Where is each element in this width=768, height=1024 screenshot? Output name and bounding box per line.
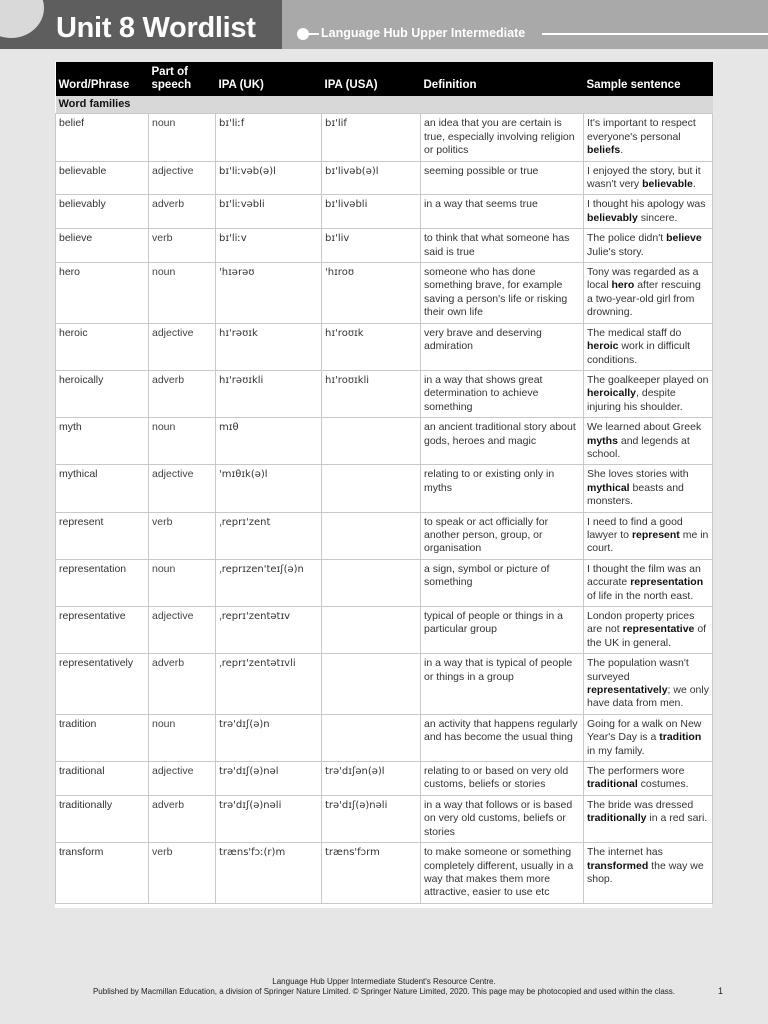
definition-cell: an ancient traditional story about gods, heroes and magic	[421, 418, 584, 465]
sentence-text-end: .	[620, 144, 624, 157]
definition-cell: typical of people or things in a particular group	[421, 607, 584, 654]
table-row	[56, 161, 713, 195]
sentence-text: The medical staff do	[587, 326, 682, 339]
section-row	[56, 96, 713, 114]
word-cell: belief	[56, 114, 149, 161]
sentence-keyword: transformed	[587, 859, 649, 872]
word-cell: believable	[56, 161, 149, 195]
definition-cell: seeming possible or true	[421, 161, 584, 195]
definition-cell: a sign, symbol or picture of something	[421, 559, 584, 606]
word-cell: transform	[56, 843, 149, 904]
sentence-text-end: and legends at school.	[587, 434, 690, 460]
sentence-text: It's important to respect everyone's personal	[587, 117, 696, 143]
table-row	[56, 654, 713, 715]
column-header-word: Word/Phrase	[56, 62, 149, 96]
word-cell: represent	[56, 512, 149, 559]
definition-cell: in a way that seems true	[421, 195, 584, 229]
subtitle-rule-left	[307, 33, 319, 35]
sentence-text-end: me in court.	[587, 528, 709, 555]
table-row	[56, 512, 713, 559]
footer-resource-centre: Language Hub Upper Intermediate Student's Resource Centre.	[272, 977, 496, 986]
ipa-usa-cell: trə'dɪʃ(ə)nəli	[322, 795, 421, 842]
ipa-usa-cell	[322, 559, 421, 606]
table-row	[56, 370, 713, 417]
table-row	[56, 607, 713, 654]
definition-cell: to think that what someone has said is true	[421, 229, 584, 263]
sentence-text: We learned about Greek	[587, 421, 702, 434]
section-heading: Word families	[56, 96, 713, 114]
table-row	[56, 418, 713, 465]
part-of-speech-cell: adverb	[149, 654, 216, 715]
sample-sentence-cell	[584, 465, 713, 512]
sentence-keyword: myths	[587, 434, 618, 447]
ipa-usa-cell: hɪ'roʊɪk	[322, 323, 421, 370]
definition-cell: in a way that shows great determination to achieve something	[421, 370, 584, 417]
sample-sentence-cell	[584, 607, 713, 654]
part-of-speech-cell: verb	[149, 843, 216, 904]
ipa-uk-cell: trə'dɪʃ(ə)n	[216, 714, 322, 761]
ipa-uk-cell: bɪ'liːf	[216, 114, 322, 161]
word-cell: hero	[56, 263, 149, 324]
word-cell: tradition	[56, 714, 149, 761]
sentence-keyword: representatively	[587, 684, 668, 697]
table-row	[56, 229, 713, 263]
sample-sentence-cell	[584, 114, 713, 161]
sentence-text: The performers wore	[587, 765, 685, 778]
sentence-text: Tony was regarded as a local	[587, 266, 699, 292]
table-row	[56, 323, 713, 370]
sentence-keyword: believable	[642, 178, 693, 191]
sentence-text: She loves stories with	[587, 468, 689, 481]
definition-cell: an activity that happens regularly and has become the usual thing	[421, 714, 584, 761]
sentence-text: I thought the film was an accurate	[587, 562, 701, 589]
ipa-uk-cell: mɪθ	[216, 418, 322, 465]
sentence-keyword: heroic	[587, 340, 619, 353]
part-of-speech-cell: adjective	[149, 465, 216, 512]
part-of-speech-cell: verb	[149, 512, 216, 559]
table-row	[56, 714, 713, 761]
ipa-uk-cell: træns'fɔː(r)m	[216, 843, 322, 904]
part-of-speech-cell: noun	[149, 418, 216, 465]
ipa-uk-cell: bɪ'liːvəb(ə)l	[216, 161, 322, 195]
ipa-usa-cell: træns'fɔrm	[322, 843, 421, 904]
ipa-uk-cell: hɪ'rəʊɪkli	[216, 370, 322, 417]
definition-cell: to speak or act officially for another person, group, or organisation	[421, 512, 584, 559]
ipa-uk-cell: 'mɪθɪk(ə)l	[216, 465, 322, 512]
ipa-uk-cell: 'hɪərəʊ	[216, 263, 322, 324]
ipa-usa-cell: bɪ'livəbli	[322, 195, 421, 229]
sample-sentence-cell	[584, 161, 713, 195]
table-header-row	[56, 62, 713, 96]
table-row	[56, 195, 713, 229]
sentence-keyword: beliefs	[587, 144, 621, 157]
sentence-text-end: , despite injuring his shoulder.	[587, 387, 683, 413]
ipa-usa-cell: trə'dɪʃən(ə)l	[322, 762, 421, 796]
sentence-keyword: tradition	[659, 731, 702, 744]
word-cell: representative	[56, 607, 149, 654]
sentence-keyword: heroically	[587, 387, 637, 400]
sample-sentence-cell	[584, 370, 713, 417]
part-of-speech-cell: adverb	[149, 795, 216, 842]
sample-sentence-cell	[584, 263, 713, 324]
word-cell: representatively	[56, 654, 149, 715]
word-cell: myth	[56, 418, 149, 465]
ipa-usa-cell	[322, 512, 421, 559]
part-of-speech-cell: adjective	[149, 762, 216, 796]
definition-cell: relating to or existing only in myths	[421, 465, 584, 512]
sentence-text-end: sincere.	[637, 211, 678, 224]
sentence-keyword: representation	[630, 576, 704, 589]
word-cell: heroically	[56, 370, 149, 417]
sentence-text: London property prices are not	[587, 610, 695, 636]
definition-cell: very brave and deserving admiration	[421, 323, 584, 370]
sentence-text-end: the way we shop.	[587, 859, 704, 885]
definition-cell: in a way that is typical of people or things in a group	[421, 654, 584, 715]
sentence-text-end: beasts and monsters.	[587, 481, 684, 508]
part-of-speech-cell: noun	[149, 714, 216, 761]
sentence-text: I thought his apology was	[587, 198, 706, 211]
ipa-uk-cell: bɪ'liːvəbli	[216, 195, 322, 229]
sentence-text: I enjoyed the story, but it wasn't very	[587, 164, 701, 191]
word-cell: traditionally	[56, 795, 149, 842]
sentence-text-end: Julie's story.	[587, 245, 644, 258]
ipa-uk-cell: trə'dɪʃ(ə)nəl	[216, 762, 322, 796]
footer-copyright: Published by Macmillan Education, a division of Springer Nature Limited. © Springer Nature Limited, 2020. This page may be photocopied and used within the class.	[92, 987, 676, 996]
table-row	[56, 263, 713, 324]
sentence-text: The police didn't	[587, 232, 667, 245]
ipa-usa-cell	[322, 654, 421, 715]
sample-sentence-cell	[584, 762, 713, 796]
sentence-text: The bride was dressed	[587, 798, 694, 811]
sentence-keyword: traditionally	[587, 812, 647, 825]
sentence-text: Going for a walk on New Year's Day is a	[587, 717, 702, 744]
subtitle-rule-right	[542, 33, 768, 35]
word-cell: mythical	[56, 465, 149, 512]
sentence-keyword: mythical	[587, 481, 630, 494]
part-of-speech-cell: adjective	[149, 607, 216, 654]
sentence-text: The population wasn't surveyed	[587, 657, 689, 683]
ipa-usa-cell: bɪ'livəb(ə)l	[322, 161, 421, 195]
sentence-keyword: believably	[587, 211, 638, 224]
word-cell: heroic	[56, 323, 149, 370]
word-cell: believably	[56, 195, 149, 229]
table-row	[56, 114, 713, 161]
sample-sentence-cell	[584, 418, 713, 465]
sentence-text-end: in a red sari.	[646, 812, 708, 825]
part-of-speech-cell: adverb	[149, 195, 216, 229]
ipa-uk-cell: ˌreprɪ'zentətɪv	[216, 607, 322, 654]
column-header-definition: Definition	[421, 62, 584, 96]
sentence-keyword: representative	[622, 623, 695, 636]
table-row	[56, 465, 713, 512]
word-cell: representation	[56, 559, 149, 606]
ipa-uk-cell: ˌreprɪ'zent	[216, 512, 322, 559]
ipa-usa-cell	[322, 465, 421, 512]
ipa-usa-cell: bɪ'lif	[322, 114, 421, 161]
definition-cell: to make someone or something completely different, usually in a way that makes them more attractive, easier to use etc	[421, 843, 584, 904]
sample-sentence-cell	[584, 559, 713, 606]
sentence-text-end: after rescuing a two-year-old girl from drowning.	[587, 279, 701, 319]
sample-sentence-cell	[584, 195, 713, 229]
sentence-keyword: hero	[611, 279, 635, 292]
table-row	[56, 559, 713, 606]
column-header-part-of-speech: Part of speech	[149, 62, 216, 96]
part-of-speech-cell: verb	[149, 229, 216, 263]
part-of-speech-cell: noun	[149, 114, 216, 161]
definition-cell: relating to or based on very old customs, beliefs or stories	[421, 762, 584, 796]
sample-sentence-cell	[584, 512, 713, 559]
part-of-speech-cell: adverb	[149, 370, 216, 417]
sample-sentence-cell	[584, 323, 713, 370]
page-number: 1	[718, 986, 724, 996]
word-cell: traditional	[56, 762, 149, 796]
sample-sentence-cell	[584, 714, 713, 761]
sentence-keyword: traditional	[587, 778, 638, 791]
sentence-keyword: represent	[631, 528, 680, 541]
definition-cell: an idea that you are certain is true, especially involving religion or politics	[421, 114, 584, 161]
ipa-uk-cell: hɪ'rəʊɪk	[216, 323, 322, 370]
table-row	[56, 762, 713, 796]
sentence-text-end: costumes.	[637, 778, 689, 791]
page-title: Unit 8 Wordlist	[56, 12, 256, 44]
sentence-text: The internet has	[587, 846, 663, 859]
definition-cell: in a way that follows or is based on very old customs, beliefs or stories	[421, 795, 584, 842]
ipa-usa-cell: hɪ'roʊɪkli	[322, 370, 421, 417]
ipa-usa-cell	[322, 607, 421, 654]
sentence-text-end: .	[692, 178, 696, 191]
sentence-text-end: ; we only have data from men.	[587, 684, 709, 710]
header-subtitle-band	[282, 0, 768, 49]
sample-sentence-cell	[584, 229, 713, 263]
ipa-uk-cell: bɪ'liːv	[216, 229, 322, 263]
sentence-text-end: of life in the north east.	[587, 589, 694, 602]
sentence-text-end: in my family.	[587, 744, 645, 757]
table-body	[56, 96, 713, 903]
book-subtitle: Language Hub Upper Intermediate	[321, 26, 526, 40]
sentence-text-end: work in difficult conditions.	[587, 340, 691, 366]
sentence-keyword: believe	[666, 232, 702, 245]
sentence-text-end: of the UK in general.	[587, 623, 707, 649]
table-row	[56, 795, 713, 842]
sentence-text: The goalkeeper played on	[587, 373, 709, 386]
ipa-usa-cell: 'hɪroʊ	[322, 263, 421, 324]
sample-sentence-cell	[584, 654, 713, 715]
column-header-ipa-usa: IPA (USA)	[322, 62, 421, 96]
sample-sentence-cell	[584, 795, 713, 842]
ipa-usa-cell: bɪ'liv	[322, 229, 421, 263]
part-of-speech-cell: adjective	[149, 323, 216, 370]
ipa-uk-cell: ˌreprɪzen'teɪʃ(ə)n	[216, 559, 322, 606]
wordlist-table	[55, 62, 713, 904]
definition-cell: someone who has done something brave, for example saving a person's life or risking their own life	[421, 263, 584, 324]
part-of-speech-cell: noun	[149, 559, 216, 606]
ipa-usa-cell	[322, 714, 421, 761]
column-header-ipa-uk: IPA (UK)	[216, 62, 322, 96]
part-of-speech-cell: adjective	[149, 161, 216, 195]
word-cell: believe	[56, 229, 149, 263]
ipa-uk-cell: trə'dɪʃ(ə)nəli	[216, 795, 322, 842]
ipa-usa-cell	[322, 418, 421, 465]
ipa-uk-cell: ˌreprɪ'zentətɪvli	[216, 654, 322, 715]
sentence-text: I need to find a good lawyer to	[587, 515, 683, 541]
part-of-speech-cell: noun	[149, 263, 216, 324]
sample-sentence-cell	[584, 843, 713, 904]
table-row	[56, 843, 713, 904]
column-header-sample-sentence: Sample sentence	[584, 62, 713, 96]
